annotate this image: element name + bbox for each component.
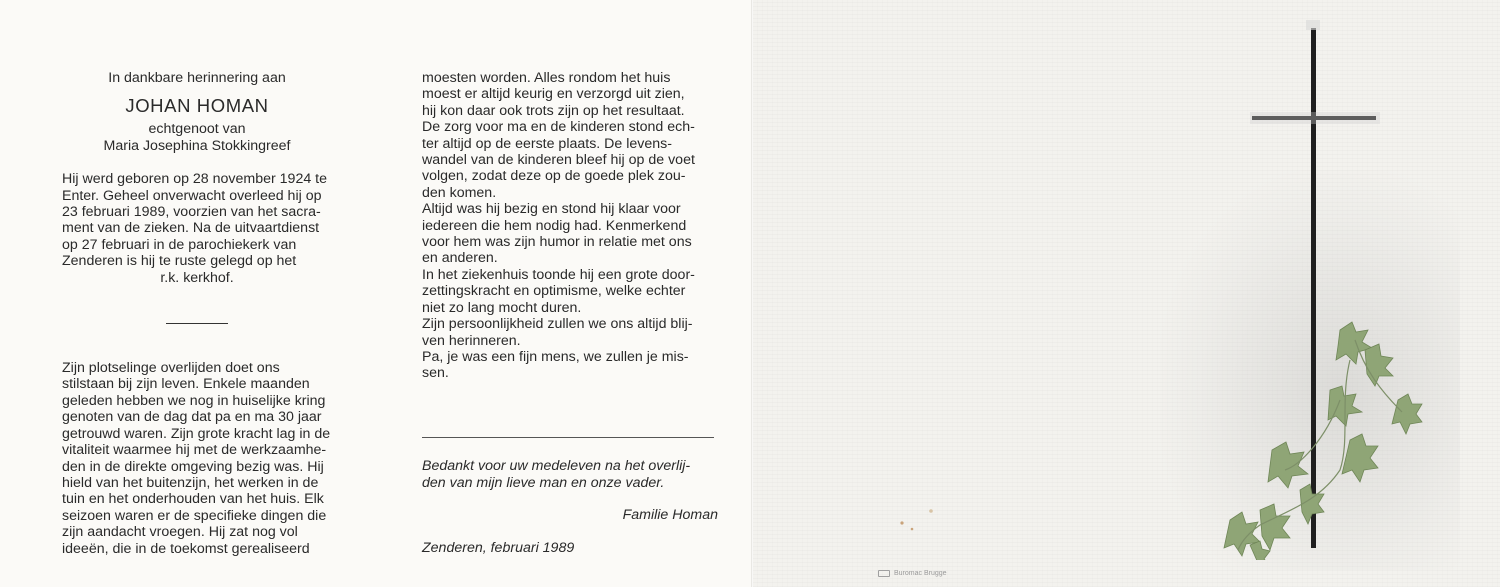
tribute-line: zettingskracht en optimisme, welke echter [422,283,686,300]
tribute-line: vitaliteit waarmee hij met de werkzaamhe- [62,442,327,459]
tribute-line: moest er altijd keurig en verzorgd uit zien, [422,86,685,103]
tribute-line: den komen. [422,184,497,201]
family-signature: Familie Homan [622,507,718,523]
tribute-line: geleden hebben we nog in huiselijke kring [62,392,326,409]
text-column-2 [422,70,718,382]
printer-credit-text: Buromac Brugge [894,570,947,577]
tribute-line: De zorg voor ma en de kinderen stond ech- [422,119,695,136]
tribute-line: hield van het buitenzijn, het werken in de [62,474,319,491]
tribute-line: hij kon daar ook trots zijn op het resultaat. [422,102,685,119]
intro-text: In dankbare herinnering aan [108,70,286,86]
bio-line: Enter. Geheel onverwacht overleed hij op [62,187,322,204]
tribute-paragraph [62,360,332,557]
tribute-line: Altijd was hij bezig en stond hij klaar voor [422,201,681,218]
tribute-line: den in de direkte omgeving bezig was. Hij [62,458,324,475]
bio-line: Hij werd geboren op 28 november 1924 te [62,171,328,188]
tribute-line: Pa, je was een fijn mens, we zullen je mis- [422,348,689,365]
thanks-message [422,458,718,493]
section-divider [166,323,228,324]
paper-smudge [898,505,938,535]
tribute-line: iedereen die hem nodig had. Kenmerkend [422,217,687,234]
tribute-line: genoten van de dag dat pa en ma 30 jaar [62,409,322,426]
tribute-line: In het ziekenhuis toonde hij een grote door- [422,266,695,283]
printer-logo-icon [878,570,890,577]
tribute-line: Zijn persoonlijkheid zullen we ons altijd blij- [422,316,693,333]
bio-line: ment van de zieken. Na de uitvaartdienst [62,220,320,237]
tribute-line: Zijn plotselinge overlijden doet ons [62,360,280,377]
tribute-line: volgen, zodat deze op de goede plek zou- [422,168,686,185]
tribute-line: zijn aandacht vroegen. Hij zat nog vol [62,524,298,541]
tribute-line: ven herinneren. [422,332,521,349]
tribute-line: niet zo lang mocht duren. [422,299,582,316]
text-column-1 [62,70,332,557]
bio-line: 23 februari 1989, voorzien van het sacra- [62,204,321,221]
tribute-line: wandel van de kinderen bleef hij op de voet [422,152,695,169]
bio-line: op 27 februari in de parochiekerk van [62,236,297,253]
tribute-line: tuin en het onderhouden van het huis. Elk [62,491,324,508]
deceased-name: JOHAN HOMAN [125,95,269,117]
tribute-line: voor hem was zijn humor in relatie met ons [422,234,692,251]
bio-line: r.k. kerkhof. [160,269,234,286]
tribute-line: stilstaan bij zijn leven. Enkele maanden [62,376,310,393]
tribute-line: getrouwd waren. Zijn grote kracht lag in de [62,425,331,442]
spouse-label: echtgenoot van [148,121,246,138]
thanks-line: den van mijn lieve man en onze vader. [422,475,665,492]
printer-credit [878,570,947,577]
tribute-line: ideeën, die in de toekomst gerealiseerd [62,540,310,557]
tribute-line: en anderen. [422,250,498,267]
bio-line: Zenderen is hij te ruste gelegd op het [62,253,297,270]
closing-divider [422,437,714,438]
bio-paragraph [62,171,332,286]
cross-and-ivy-illustration [1190,20,1440,560]
place-date: Zenderen, februari 1989 [422,540,575,556]
tribute-line: moesten worden. Alles rondom het huis [422,70,671,86]
thanks-line: Bedankt voor uw medeleven na het overlij- [422,458,691,474]
tribute-line: seizoen waren er de specifieke dingen die [62,507,327,524]
spouse-name: Maria Josephina Stokkingreef [103,137,291,154]
tribute-line: sen. [422,365,449,382]
ivy-icon [1224,322,1422,560]
tribute-line: ter altijd op de eerste plaats. De levens- [422,135,672,152]
card-fold [751,0,753,587]
